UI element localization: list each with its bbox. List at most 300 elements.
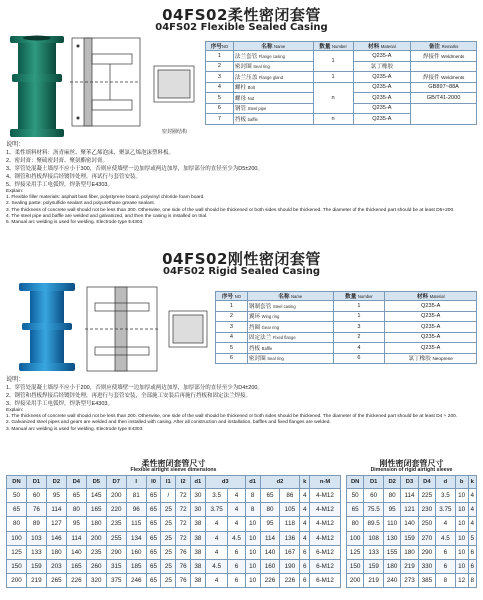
part-name-cn: 挡板	[234, 116, 247, 123]
dim-cell: 200	[106, 489, 126, 503]
explain-label: Explain:	[6, 189, 24, 194]
note-line: 3、穿管处混凝土墙厚不应小于300，否则应使墙壁一边加厚或两边加厚，加厚部分的直径至少为D5±200。	[6, 166, 263, 172]
dim-cell: 114	[66, 531, 86, 545]
table-row	[347, 531, 477, 545]
part-name	[247, 343, 333, 354]
dim-cell: 246	[126, 574, 146, 588]
note-line: 5、焊接采用手工电弧焊，焊条型号E4303。	[6, 182, 113, 188]
part-material: Q235-A	[353, 51, 411, 62]
part-name-cn: 翼环	[248, 314, 261, 321]
dim-cell: 10	[455, 517, 468, 531]
table-row	[206, 72, 477, 83]
dim-cell: 65	[146, 559, 161, 573]
dim-cell: 76	[26, 503, 46, 517]
table-header-row	[206, 42, 477, 51]
part-material-cn: Q235-A	[421, 334, 441, 341]
dim-cell: 60	[364, 489, 384, 503]
table-row	[7, 559, 341, 573]
part-qty: 2	[333, 332, 385, 343]
dim-cell: 80	[7, 517, 27, 531]
part-name	[247, 332, 333, 343]
dim-cell: 4.5	[436, 531, 456, 545]
header-remarks-en: Remarks	[441, 44, 459, 49]
dim-cell: 95	[260, 517, 280, 531]
dim-cell: 4	[300, 489, 310, 503]
part-remarks-cn: GB/T41-2000	[426, 94, 461, 101]
dim-cell: 72	[176, 503, 191, 517]
part-remarks-en: Weldments	[441, 74, 465, 80]
rigid-notes	[6, 376, 476, 433]
explain-label: Explain:	[6, 408, 24, 413]
header-material-en: Material	[429, 294, 445, 299]
part-material: 氯丁橡胶	[353, 61, 411, 72]
dim-cell: /	[161, 489, 176, 503]
dim-cell: 6	[468, 545, 476, 559]
part-material-cn: 氯丁橡胶	[408, 356, 431, 363]
dim-cell: 6-M12	[310, 545, 341, 559]
part-name	[233, 61, 313, 72]
dim-cell: 200	[7, 574, 27, 588]
dim-cell: 160	[260, 559, 280, 573]
dim-cell: 38	[191, 574, 206, 588]
rigid-dims-subtitle: Dimension of rigid airtight sleeve	[370, 467, 453, 473]
dim-cell: 180	[46, 545, 66, 559]
notes-label: 说明：	[6, 141, 25, 148]
table-header-row	[347, 476, 477, 489]
dim-cell: 25	[161, 503, 176, 517]
dim-cell: 75.5	[364, 503, 384, 517]
dim-cell: 80	[347, 517, 364, 531]
dim-cell: 150	[7, 559, 27, 573]
note-line: 1、柔性填料材料：沥青麻丝、聚苯乙烯泡沫、聚氯乙烯泡沫塑料板。	[6, 150, 175, 156]
dim-cell: 25	[161, 574, 176, 588]
dim-cell: 80	[383, 489, 400, 503]
dim-header: d3	[205, 476, 245, 489]
table-row	[216, 322, 477, 333]
header-material-en: Material	[380, 44, 396, 49]
dim-cell: 235	[106, 517, 126, 531]
dim-cell: 165	[66, 559, 86, 573]
rigid-dims-table	[346, 475, 477, 588]
part-qty: 4	[333, 343, 385, 354]
part-no: 1	[206, 51, 234, 62]
dim-cell: 100	[7, 531, 27, 545]
dim-cell: 200	[86, 531, 106, 545]
flexible-subtitle: 04FS02 Flexible Sealed Casing	[155, 22, 328, 33]
part-name	[233, 82, 313, 93]
part-qty: 1	[333, 301, 385, 312]
part-qty: n	[313, 82, 353, 114]
dim-cell: 65	[146, 517, 161, 531]
dim-cell: 385	[418, 574, 435, 588]
dim-header: D7	[106, 476, 126, 489]
part-material: Q235-A	[353, 93, 411, 104]
note-line: 1、穿管处混凝土墙厚不应小于200，否则应使墙壁一边加厚或两边加厚，加厚部分的直径至少为D4±200。	[6, 385, 263, 391]
note-line: 1. Flexible filler materials: asphalt bast fiber, polystyrene board, polyvinyl chloride foam board.	[6, 195, 205, 201]
dim-cell: 10	[245, 559, 260, 573]
dim-cell: 89.5	[364, 517, 384, 531]
part-material: Q235-A	[353, 72, 411, 83]
part-remarks	[411, 61, 477, 72]
header-name-en: Name	[291, 294, 303, 299]
note-line: 4. The steel pipe and baffle are welded and galvanized, and then the casing is installed on trial.	[6, 213, 208, 219]
dim-cell: 4	[468, 489, 476, 503]
dim-cell: 65	[260, 489, 280, 503]
dim-cell: 136	[280, 531, 300, 545]
rigid-casing-image	[16, 281, 78, 373]
header-name: 名称	[278, 294, 290, 300]
dim-cell: 10	[245, 574, 260, 588]
dim-cell: 4	[300, 517, 310, 531]
notes-label: 说明：	[6, 376, 25, 383]
dim-cell: 4.5	[205, 559, 228, 573]
dim-cell: 290	[418, 545, 435, 559]
part-no: 1	[216, 301, 248, 312]
dim-cell: 250	[418, 517, 435, 531]
seal-ring-caption: 密封圈结构	[162, 129, 188, 135]
part-name	[247, 322, 333, 333]
dim-cell: 10	[455, 489, 468, 503]
note-line: 3. The thickness of concrete wall should not be less than 300. Otherwise, one side of the wall should be thickened or both sides should be thickened. The diameter of the thickened part should be at least D5+200.	[6, 207, 455, 213]
part-name-en: Bolt	[247, 85, 255, 91]
dim-cell: 165	[86, 503, 106, 517]
dim-cell: 114	[260, 531, 280, 545]
table-row	[347, 559, 477, 573]
part-material: Q235-A	[353, 82, 411, 93]
dim-cell: 76	[176, 559, 191, 573]
part-name-en: Gear ring	[261, 324, 280, 330]
flexible-casing-image	[8, 34, 66, 140]
part-no: 2	[206, 61, 234, 72]
header-no-en: NO	[221, 44, 229, 49]
dim-cell: 159	[364, 559, 384, 573]
dim-cell: 10	[455, 559, 468, 573]
dim-header: DN	[7, 476, 27, 489]
part-name	[233, 114, 313, 125]
table-row	[216, 343, 477, 354]
dim-cell: 130	[383, 531, 400, 545]
dim-cell: 10	[245, 531, 260, 545]
dim-cell: 6	[228, 559, 245, 573]
dim-cell: 3.5	[436, 489, 456, 503]
dim-header: D1	[26, 476, 46, 489]
header-material: 材料	[368, 44, 380, 50]
dim-cell: 219	[364, 574, 384, 588]
part-name-cn: 钢制套管	[248, 303, 272, 310]
dim-cell: 6	[300, 545, 310, 559]
part-material-cn: Q235-A	[421, 302, 441, 309]
part-name-cn: 螺母	[234, 95, 247, 102]
dim-cell: 226	[66, 574, 86, 588]
part-name-cn: 挡板	[248, 345, 261, 352]
part-no: 2	[216, 311, 248, 322]
part-name-en: Wing ring	[261, 314, 280, 320]
part-name	[233, 72, 313, 83]
dim-header: D4	[66, 476, 86, 489]
part-name-en: Seal ring	[267, 356, 284, 362]
dim-cell: 4	[300, 503, 310, 517]
dim-cell: 38	[191, 517, 206, 531]
part-name-en: Baffle	[261, 345, 273, 351]
dim-cell: 270	[418, 531, 435, 545]
dim-cell: 65	[66, 489, 86, 503]
dim-cell: 320	[86, 574, 106, 588]
part-qty: 6	[333, 353, 385, 364]
table-row	[7, 545, 341, 559]
dim-cell: 89	[26, 517, 46, 531]
part-remarks	[411, 51, 477, 62]
dim-cell: 25	[161, 559, 176, 573]
dim-cell: 65	[146, 503, 161, 517]
dim-cell: 4	[436, 517, 456, 531]
part-qty: 1	[313, 72, 353, 83]
note-line: 3、焊接采用手工电弧焊，焊条型号E4303。	[6, 401, 113, 407]
table-header-row	[7, 476, 341, 489]
dim-cell: 230	[418, 503, 435, 517]
note-line: 2、密封膏：聚硫密封膏、聚氨酯密封膏。	[6, 158, 109, 164]
dim-header: D3	[401, 476, 418, 489]
table-row	[347, 489, 477, 503]
dim-header: D2	[383, 476, 400, 489]
dim-cell: 375	[106, 574, 126, 588]
dim-cell: 103	[26, 531, 46, 545]
dim-cell: 185	[126, 559, 146, 573]
dim-header: D2	[46, 476, 66, 489]
part-material-en: Neoprene	[432, 356, 453, 362]
dim-header: I2	[176, 476, 191, 489]
note-line: 2、钢管和挡板焊接后经镀锌处理，再进行与套管安装，全部施工安装后再施行挡板和固定法兰焊接。	[6, 393, 252, 399]
dim-cell: 255	[106, 531, 126, 545]
flexible-casing-drawing	[70, 36, 200, 132]
dim-cell: 290	[106, 545, 126, 559]
part-name-cn: 法兰套管	[234, 53, 258, 60]
dim-cell: 38	[191, 559, 206, 573]
part-material	[385, 311, 477, 322]
dim-cell: 76	[176, 545, 191, 559]
dim-cell: 6	[436, 559, 456, 573]
dim-cell: 8	[468, 574, 476, 588]
dim-cell: 4	[228, 517, 245, 531]
dim-header: d	[436, 476, 456, 489]
dim-cell: 4	[468, 503, 476, 517]
dim-cell: 155	[383, 545, 400, 559]
dim-cell: 25	[161, 545, 176, 559]
dim-cell: 190	[280, 559, 300, 573]
dim-cell: 180	[383, 559, 400, 573]
part-remarks-cn: GB897~88A	[428, 84, 459, 91]
dim-cell: 65	[146, 574, 161, 588]
dim-cell: 125	[347, 545, 364, 559]
dim-cell: 203	[46, 559, 66, 573]
part-remarks-cn: 焊接件	[422, 53, 440, 60]
table-row	[7, 503, 341, 517]
dim-cell: 30	[191, 489, 206, 503]
dim-cell: 60	[26, 489, 46, 503]
part-name-en: Flange casing	[258, 53, 285, 59]
part-name-cn: 密封圈	[248, 356, 266, 363]
dim-cell: 6	[228, 574, 245, 588]
dim-cell: 4-M12	[310, 489, 341, 503]
dim-cell: 114	[401, 489, 418, 503]
part-material	[385, 343, 477, 354]
part-no: 4	[216, 332, 248, 343]
dim-cell: 50	[347, 489, 364, 503]
dim-header: I1	[161, 476, 176, 489]
header-qty: 数量	[345, 294, 357, 300]
part-no: 3	[216, 322, 248, 333]
part-qty: 1	[333, 311, 385, 322]
dim-header: n-M	[310, 476, 341, 489]
header-qty-en: Number	[357, 294, 373, 299]
dim-cell: 226	[280, 574, 300, 588]
dim-cell: 110	[383, 517, 400, 531]
note-line: 2. Galvanized steel pipes and gears are welded and then installed with casing. After all construction and installation, baffles and fixed flanges are welded.	[6, 420, 331, 426]
dim-cell: 273	[401, 574, 418, 588]
part-remarks	[411, 103, 477, 124]
part-name-en: Flange gland	[258, 74, 284, 80]
dim-cell: 127	[46, 517, 66, 531]
dim-cell: 12	[455, 574, 468, 588]
dim-cell: 4	[205, 531, 228, 545]
part-material: Q235-A	[353, 103, 411, 114]
dim-cell: 6	[300, 574, 310, 588]
table-row	[7, 574, 341, 588]
dim-cell: 167	[280, 545, 300, 559]
part-material	[385, 301, 477, 312]
dim-cell: 140	[66, 545, 86, 559]
part-name-en: Nut	[247, 95, 255, 101]
flex-dims-subtitle: Flexible airtight sleeve dimensions	[130, 467, 217, 473]
dim-cell: 145	[86, 489, 106, 503]
flexible-parts-table	[205, 41, 477, 125]
dim-header: b	[455, 476, 468, 489]
dim-cell: 5	[468, 531, 476, 545]
dim-cell: 159	[401, 531, 418, 545]
dim-cell: 180	[401, 545, 418, 559]
dim-cell: 72	[176, 489, 191, 503]
dim-cell: 4	[205, 517, 228, 531]
part-material	[385, 332, 477, 343]
dim-cell: 72	[176, 531, 191, 545]
dim-cell: 4	[228, 503, 245, 517]
part-material-cn: Q235-A	[421, 344, 441, 351]
dim-cell: 118	[280, 517, 300, 531]
part-name-en: Steel casing	[272, 303, 296, 309]
dim-header: d2	[260, 476, 300, 489]
flex-dims-table	[6, 475, 341, 588]
dim-cell: 80	[260, 503, 280, 517]
dim-cell: 200	[347, 574, 364, 588]
table-row	[216, 311, 477, 322]
dim-cell: 265	[46, 574, 66, 588]
dim-cell: 80	[66, 503, 86, 517]
dim-cell: 8	[245, 503, 260, 517]
part-name-cn: 固定法兰	[248, 335, 272, 342]
dim-cell: 10	[455, 545, 468, 559]
dim-cell: 10	[455, 531, 468, 545]
dim-cell: 160	[126, 545, 146, 559]
dim-cell: 8	[245, 489, 260, 503]
note-line: 5. Manual arc welding is used for welding. Electrode type E4303.	[6, 220, 144, 226]
dim-cell: 4	[228, 489, 245, 503]
table-header-row	[216, 292, 477, 301]
dim-cell: 95	[46, 489, 66, 503]
part-name	[247, 353, 333, 364]
dim-cell: 134	[126, 531, 146, 545]
dim-header: k	[468, 476, 476, 489]
dim-cell: 3.75	[205, 503, 228, 517]
table-row	[7, 489, 341, 503]
dim-cell: 220	[106, 503, 126, 517]
note-line: 1. The thickness of concrete wall should not be less than 200. Otherwise, one side of the wall should be thickened or both sides should be thickened. The diameter of the thickened part should be at least D4 + 200.	[6, 414, 458, 420]
dim-cell: 8	[436, 574, 456, 588]
table-row	[7, 517, 341, 531]
dim-cell: 121	[401, 503, 418, 517]
part-no: 5	[216, 343, 248, 354]
dim-cell: 4	[205, 545, 228, 559]
dim-cell: 6-M12	[310, 574, 341, 588]
flexible-title: 04FS02柔性密闭套管	[162, 6, 321, 24]
dim-cell: 30	[191, 503, 206, 517]
part-qty: 3	[333, 322, 385, 333]
dim-cell: 81	[126, 489, 146, 503]
part-qty: 1	[313, 51, 353, 72]
dim-header: k	[300, 476, 310, 489]
header-qty: 数量	[319, 44, 331, 50]
dim-cell: 159	[26, 559, 46, 573]
dim-cell: 6	[468, 559, 476, 573]
table-row	[347, 503, 477, 517]
dim-cell: 4	[468, 517, 476, 531]
rigid-subtitle: 04FS02 Rigid Sealed Casing	[162, 266, 321, 277]
dim-cell: 133	[364, 545, 384, 559]
dim-header: D5	[86, 476, 106, 489]
part-no: 4	[206, 82, 234, 93]
dim-cell: 133	[26, 545, 46, 559]
dim-cell: 150	[347, 559, 364, 573]
part-name-cn: 螺柱	[234, 85, 247, 92]
header-qty-en: Number	[331, 44, 347, 49]
dim-cell: 3.5	[205, 489, 228, 503]
dim-cell: 226	[260, 574, 280, 588]
dim-cell: 65	[347, 503, 364, 517]
part-name-cn: 钢管	[234, 106, 247, 113]
dim-cell: 65	[7, 503, 27, 517]
dim-cell: 140	[260, 545, 280, 559]
dim-cell: 6	[300, 559, 310, 573]
dim-cell: 72	[176, 517, 191, 531]
table-row	[347, 574, 477, 588]
dim-cell: 95	[383, 503, 400, 517]
part-material-cn: Q235-A	[421, 313, 441, 320]
dim-cell: 38	[191, 531, 206, 545]
dim-header: d1	[245, 476, 260, 489]
dim-cell: 3.75	[436, 503, 456, 517]
dim-cell: 140	[401, 517, 418, 531]
table-row	[206, 82, 477, 93]
part-remarks	[411, 82, 477, 93]
part-material: Q235-A	[353, 114, 411, 125]
note-line: 4、钢管和挡板焊接后经镀锌处理，再试行与套管安装。	[6, 174, 142, 180]
header-name-en: Name	[274, 44, 286, 49]
dim-cell: 240	[383, 574, 400, 588]
dim-cell: 6-M12	[310, 559, 341, 573]
dim-header: D4	[418, 476, 435, 489]
part-name-en: Seal ring	[253, 64, 270, 70]
dim-cell: 115	[126, 517, 146, 531]
part-no: 5	[206, 93, 234, 104]
dim-cell: 225	[418, 489, 435, 503]
